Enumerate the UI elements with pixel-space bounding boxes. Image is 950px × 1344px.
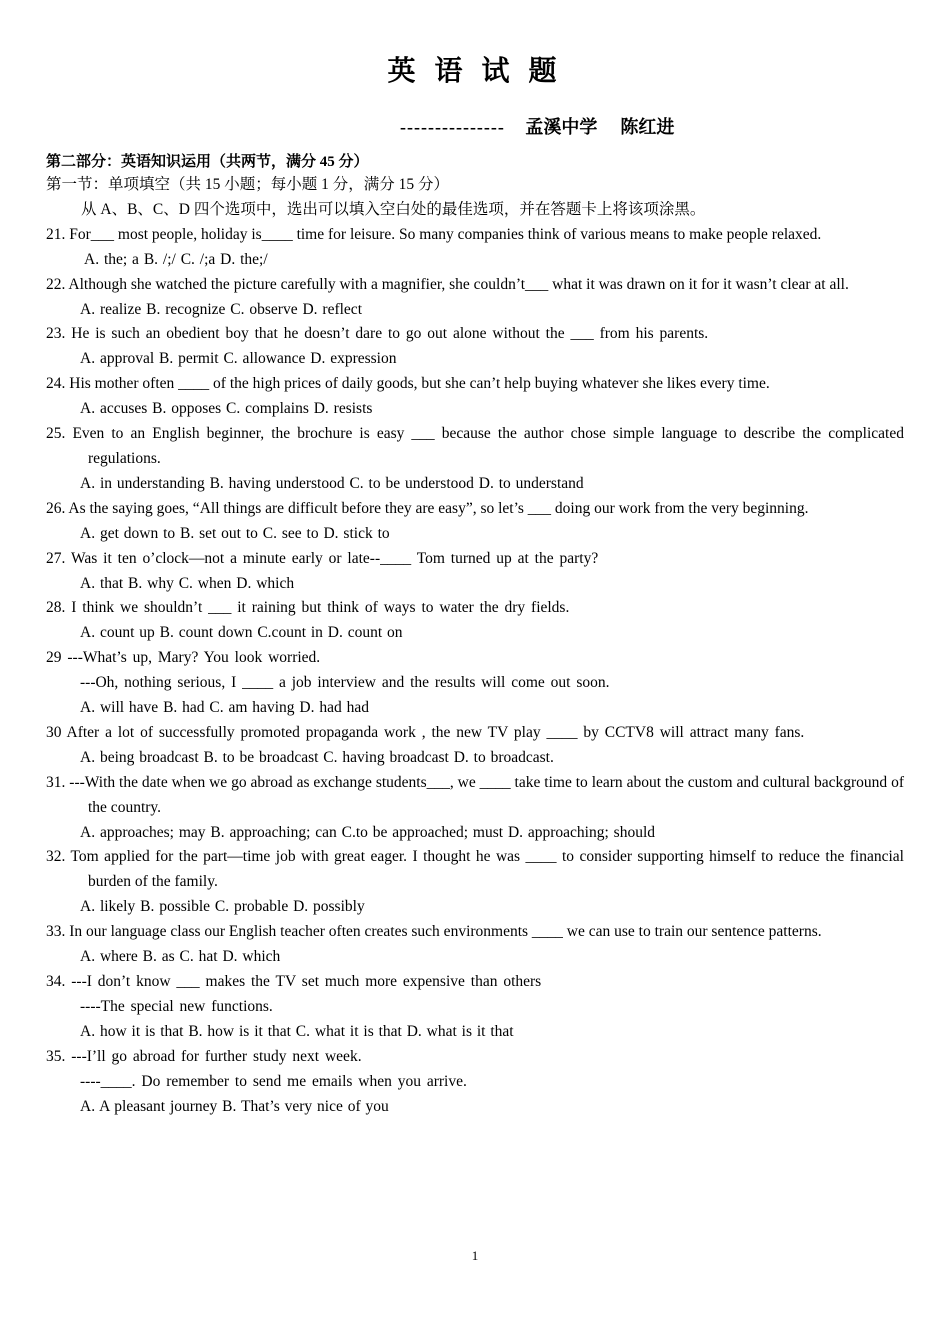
question-stem: 24. His mother often ____ of the high prices of daily goods, but she can’t help buying whatever she likes every time. xyxy=(46,375,770,393)
author-dashes: --------------- xyxy=(400,117,505,137)
dialog-reply: ----The special new functions. xyxy=(80,997,273,1015)
part-heading: 第二部分：英语知识运用（共两节，满分 45 分） xyxy=(46,154,369,170)
question-options: A. in understanding B. having understood C. to be understood D. to understand xyxy=(80,474,584,492)
question-stem: 30 After a lot of successfully promoted propaganda work , the new TV play ____ by CCTV8 will attract many fans. xyxy=(46,723,805,741)
question-options: A. that B. why C. when D. which xyxy=(80,574,295,592)
author-school: 孟溪中学 xyxy=(525,117,598,137)
question-stem: 33. In our language class our English teacher often creates such environments ____ we can use to train our sentence patterns. xyxy=(46,923,822,941)
section-instruction: 从 A、B、C、D 四个选项中，选出可以填入空白处的最佳选项，并在答题卡上将该项涂黑。 xyxy=(81,200,706,218)
question-options: A. accuses B. opposes C. complains D. resists xyxy=(80,400,373,418)
dialog-reply: ----____. Do remember to send me emails when you arrive. xyxy=(80,1072,467,1090)
question-stem: 27. Was it ten o’clock—not a minute early or late--____ Tom turned up at the party? xyxy=(46,549,599,567)
question-options: A. likely B. possible C. probable D. possibly xyxy=(80,898,365,916)
question-stem: 28. I think we shouldn’t ___ it raining but think of ways to water the dry fields. xyxy=(46,599,570,617)
question-options: A. realize B. recognize C. observe D. reflect xyxy=(80,300,362,318)
dialog-reply: ---Oh, nothing serious, I ____ a job interview and the results will come out soon. xyxy=(80,674,610,692)
question-list xyxy=(46,173,904,1119)
question-options: A. approval B. permit C. allowance D. expression xyxy=(80,350,397,368)
question-options: A. approaches; may B. approaching; can C.to be approached; must D. approaching; should xyxy=(80,823,656,841)
question-options: A. get down to B. set out to C. see to D. stick to xyxy=(80,524,390,542)
author-name: 陈红进 xyxy=(620,117,675,137)
question-stem: 31. ---With the date when we go abroad as exchange students___, we ____ take time to learn about the custom and cultural background of the country. xyxy=(46,773,904,816)
question-stem: 32. Tom applied for the part—time job with great eager. I thought he was ____ to consider supporting himself to reduce the financial burden of the family. xyxy=(46,848,904,891)
question-stem: 34. ---I don’t know ___ makes the TV set much more expensive than others xyxy=(46,973,542,990)
question-stem: 25. Even to an English beginner, the brochure is easy ___ because the author chose simple language to describe the complicated regulations. xyxy=(46,425,904,467)
question-stem: 21. For___ most people, holiday is____ time for leisure. So many companies think of various means to make people relaxed. xyxy=(46,225,822,243)
question-options: A. A pleasant journey B. That’s very nice of you xyxy=(80,1097,389,1115)
section-heading: 第一节：单项填空（共 15 小题；每小题 1 分，满分 15 分） xyxy=(46,176,450,193)
page-title: 英 语 试 题 xyxy=(387,56,563,87)
question-stem: 22. Although she watched the picture carefully with a magnifier, she couldn’t___ what it was drawn on it for it wasn’t clear at all. xyxy=(46,275,849,293)
question-options: A. will have B. had C. am having D. had had xyxy=(80,699,369,717)
question-options: A. where B. as C. hat D. which xyxy=(80,948,281,966)
author-line xyxy=(400,114,674,140)
question-stem: 23. He is such an obedient boy that he doesn’t dare to go out alone without the ___ from his parents. xyxy=(46,325,709,343)
question-stem: 26. As the saying goes, “All things are difficult before they are easy”, so let’s ___ doing our work from the very beginning. xyxy=(46,499,809,517)
question-options: A. how it is that B. how is it that C. what it is that D. what is it that xyxy=(80,1022,514,1040)
question-options: A. the; a B. /;/ C. /;a D. the;/ xyxy=(84,250,268,268)
question-options: A. being broadcast B. to be broadcast C. having broadcast D. to broadcast. xyxy=(80,748,554,766)
question-stem: 29 ---What’s up, Mary? You look worried. xyxy=(46,649,321,667)
question-options: A. count up B. count down C.count in D. count on xyxy=(80,624,403,642)
question-stem: 35. ---I’ll go abroad for further study next week. xyxy=(46,1047,362,1065)
page-number: 1 xyxy=(471,1248,479,1263)
